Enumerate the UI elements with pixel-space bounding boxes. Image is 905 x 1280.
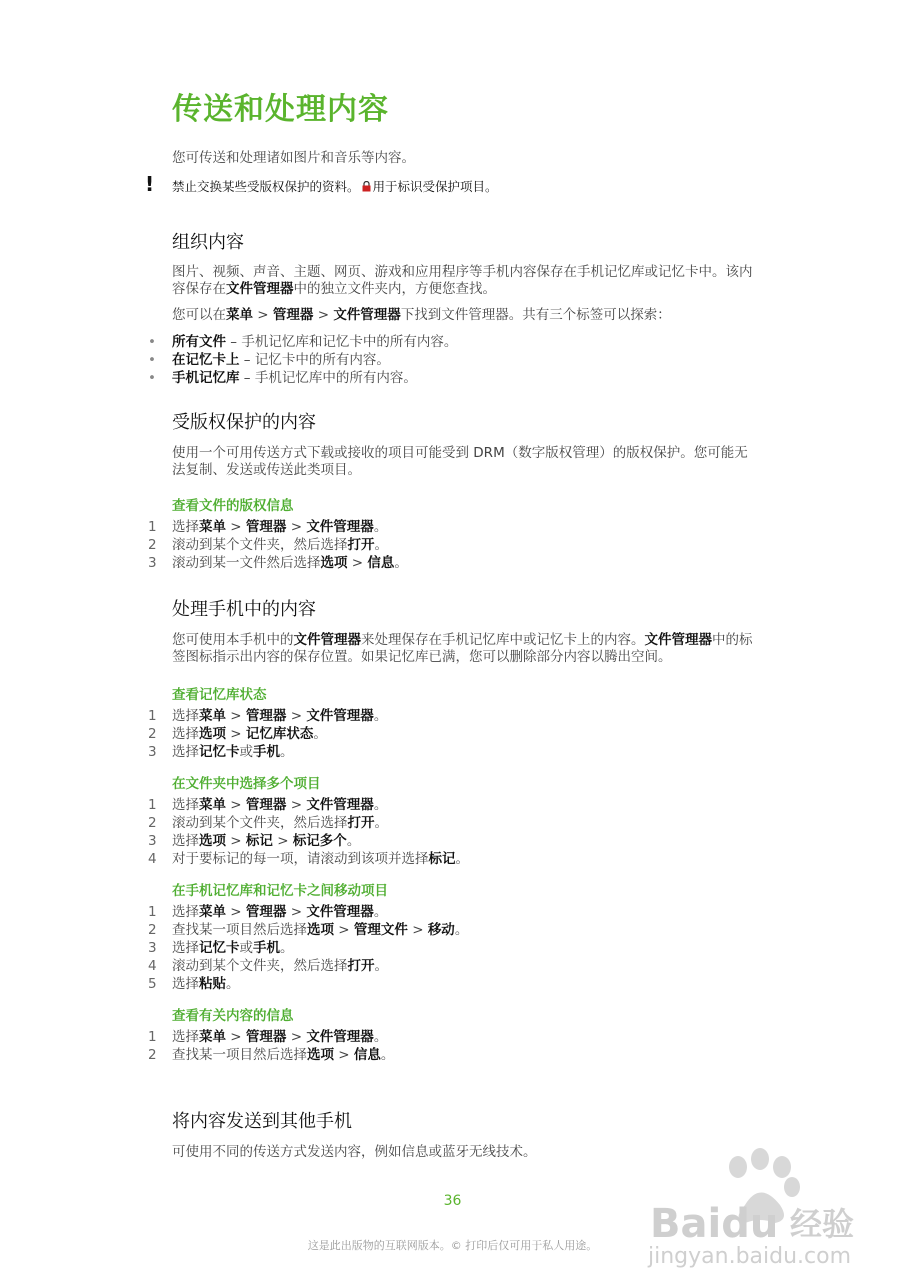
step-number: 1 [148,519,157,535]
step-number: 1 [148,904,157,920]
subsection-title: 查看记忆库状态 [172,687,267,703]
list-item: 2 查找某一项目然后选择选项 > 管理文件 > 移动。 [148,922,469,938]
list-item: 1 选择菜单 > 管理器 > 文件管理器。 [148,797,388,813]
bullet-icon: • [148,370,156,386]
step-number: 4 [148,958,157,974]
section-heading: 组织内容 [172,232,244,253]
step-list [148,796,757,868]
list-item: 4 滚动到某个文件夹，然后选择打开。 [148,958,388,974]
subsection-title: 在手机记忆库和记忆卡之间移动项目 [172,883,388,899]
list-item: 3 滚动到某一文件然后选择选项 > 信息。 [148,555,408,571]
list-item: 2 滚动到某个文件夹，然后选择打开。 [148,815,388,831]
step-number: 3 [148,833,157,849]
list-item: 1 选择菜单 > 管理器 > 文件管理器。 [148,708,388,724]
list-item: 2 选择选项 > 记忆库状态。 [148,726,327,742]
bullet-icon: • [148,352,156,368]
step-number: 3 [148,555,157,571]
watermark-brand: Baidu [650,1201,779,1247]
list-item: 3 选择选项 > 标记 > 标记多个。 [148,833,361,849]
subsection-title: 查看有关内容的信息 [172,1008,294,1024]
watermark-brand-cn: 经验 [790,1205,855,1243]
warning-text-a: 禁止交换某些受版权保护的资料。 [172,179,360,194]
step-number: 5 [148,976,157,992]
step-number: 4 [148,851,157,867]
list-item: • 在记忆卡上 – 记忆卡中的所有内容。 [148,352,390,368]
step-list [148,518,757,572]
warning-note [172,178,757,195]
page-title: 传送和处理内容 [172,92,389,127]
list-item: 1 选择菜单 > 管理器 > 文件管理器。 [148,1029,388,1045]
paragraph: 您可以在菜单 > 管理器 > 文件管理器下找到文件管理器。共有三个标签可以探索： [172,307,671,323]
step-number: 1 [148,797,157,813]
step-number: 2 [148,815,157,831]
bullet-icon: • [148,334,156,350]
step-number: 3 [148,744,157,760]
list-item: • 手机记忆库 – 手机记忆库中的所有内容。 [148,370,417,386]
intro-text: 您可传送和处理诸如图片和音乐等内容。 [172,150,415,166]
step-number: 1 [148,708,157,724]
step-list [148,1028,757,1064]
list-item: 1 选择菜单 > 管理器 > 文件管理器。 [148,519,388,535]
list-item: 1 选择菜单 > 管理器 > 文件管理器。 [148,904,388,920]
paragraph: 您可使用本手机中的文件管理器来处理保存在手机记忆库中或记忆卡上的内容。文件管理器中的标签图标指示出内容的保存位置。如果记忆库已满，您可以删除部分内容以腾出空间。 [172,632,753,665]
paragraph: 可使用不同的传送方式发送内容，例如信息或蓝牙无线技术。 [172,1144,537,1160]
footer-note: 这是此出版物的互联网版本。© 打印后仅可用于私人用途。 [307,1239,598,1252]
section-handle [148,595,757,1064]
exclamation-icon: ! [145,172,155,196]
step-number: 2 [148,537,157,553]
step-list [148,707,757,761]
list-item: 2 查找某一项目然后选择选项 > 信息。 [148,1047,395,1063]
warning-text-b: 用于标识受保护项目。 [372,179,498,194]
watermark-url: jingyan.baidu.com [648,1244,852,1269]
list-item: 3 选择记忆卡或手机。 [148,744,294,760]
step-list [148,903,757,993]
section-organize [148,228,757,387]
section-heading: 受版权保护的内容 [172,412,316,433]
list-item: 4 对于要标记的每一项，请滚动到该项并选择标记。 [148,851,469,867]
paragraph: 使用一个可用传送方式下载或接收的项目可能受到 DRM（数字版权管理）的版权保护。您可能无法复制、发送或传送此类项目。 [172,445,748,478]
subsection-title: 在文件夹中选择多个项目 [172,776,321,792]
list-item: • 所有文件 – 手机记忆库和记忆卡中的所有内容。 [148,334,458,350]
procedure-groups [148,683,757,1064]
tab-list [148,333,757,387]
section-heading: 将内容发送到其他手机 [172,1111,352,1132]
list-item: 5 选择粘贴。 [148,976,240,992]
step-number: 1 [148,1029,157,1045]
section-drm [148,408,757,572]
step-number: 2 [148,1047,157,1063]
list-item: 3 选择记忆卡或手机。 [148,940,294,956]
step-number: 2 [148,726,157,742]
list-item: 2 滚动到某个文件夹，然后选择打开。 [148,537,388,553]
step-number: 2 [148,922,157,938]
baidu-watermark [640,1145,890,1270]
page-number: 36 [443,1193,462,1209]
section-heading: 处理手机中的内容 [172,599,316,620]
subsection-title: 查看文件的版权信息 [172,498,294,514]
intro [172,150,757,167]
paragraph: 图片、视频、声音、主题、网页、游戏和应用程序等手机内容保存在手机记忆库或记忆卡中。该内容保存在文件管理器中的独立文件夹内，方便您查找。 [172,264,753,297]
lock-icon [362,181,371,192]
step-number: 3 [148,940,157,956]
